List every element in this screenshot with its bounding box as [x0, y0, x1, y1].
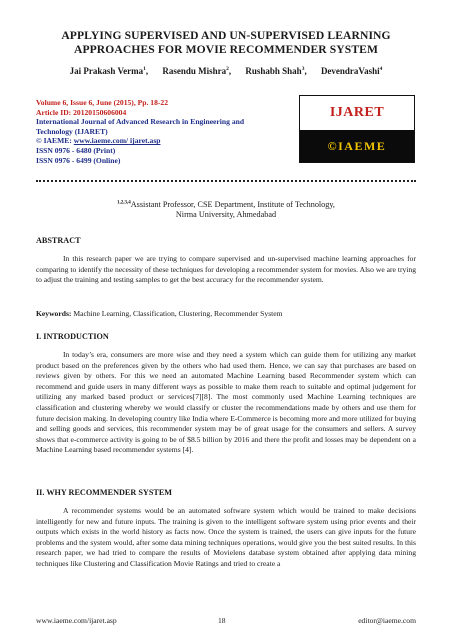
journal-metadata	[36, 98, 286, 165]
author-list	[30, 66, 422, 76]
affiliation-line-2: Nirma University, Ahmedabad	[175, 210, 277, 219]
section-heading-introduction: I. INTRODUCTION	[36, 332, 109, 341]
article-id: Article ID: 20120150606004	[36, 107, 127, 117]
footer-url[interactable]: www.iaeme.com/ijaret.asp	[36, 616, 117, 625]
paper-title-line-2: APPROACHES FOR MOVIE RECOMMENDER SYSTEM	[73, 42, 379, 56]
issn-online: ISSN 0976 - 6499 (Online)	[36, 155, 121, 165]
journal-name-line-1: International Journal of Advanced Research in Engineering and	[36, 117, 245, 127]
journal-name-line-2: Technology (IJARET)	[36, 126, 108, 136]
abstract-heading: ABSTRACT	[36, 236, 81, 245]
paper-title-line-1: APPLYING SUPERVISED AND UN-SUPERVISED LEARNING	[61, 29, 391, 42]
section-text-why-recommender: A recommender systems would be an automated software system which would be trained to make decisions intelligently for new and future inputs. The training is given to the intelligent software system using prior events and their outputs which exists in the world history as facts now. Once the system is trained, the users can give inputs for the future problems and the system would, after some data mining techniques operations, would give you the best suited results. In this research paper, we had tried to compare the results of Movielens database system obtained after applying data mining techniques like Clustering and Classification Movie Ratings and tried to create a	[36, 506, 416, 568]
ijaret-logo	[299, 95, 415, 163]
footer-email[interactable]: editor@iaeme.com	[358, 616, 416, 625]
logo-title: IJARET	[329, 105, 385, 120]
author-3: Rushabh Shah$^3$,	[245, 66, 307, 76]
affiliation-line-1: $^{1,2,3,4}$Assistant Professor, CSE Department, Institute of Technology,	[117, 200, 335, 209]
logo-iaeme-band: ©IAEME	[300, 130, 414, 162]
abstract-text: In this research paper we are trying to compare supervised and un-supervised machine learning approaches for comparing to identify the necessity of these techniques for developing a recommender system for movies. Also we are trying to adjust the training and testing samples to get the best accuracy for the recommender system.	[36, 254, 416, 285]
author-2: Rasendu Mishra$^2$,	[162, 66, 232, 76]
affiliation	[60, 200, 392, 220]
paper-title	[30, 29, 422, 56]
iaeme-link[interactable]: www.iaeme.com/	[73, 136, 129, 146]
section-heading-why-recommender: II. WHY RECOMMENDER SYSTEM	[36, 488, 173, 497]
ijaret-link[interactable]: ijaret.asp	[128, 136, 161, 146]
iaeme-links: © IAEME: www.iaeme.com/ ijaret.asp	[36, 136, 161, 146]
section-text-introduction: In today’s era, consumers are more wise and they need a system which can guide them for utilizing any market product based on the preferences given by the others who had used them. Hence, we can say that purchases are based on reviews given by others. For this we need an automated Machine Learning based Recommender system which can recommend and guide users in many different ways as possible to make them reach to suitable and optimal judgement for utilizing any marked based product or services[7][8]. The most commonly used Machine Learning techniques are classification and clustering whereby we would classify or cluster the recommendations made by others and use them for future decision making. In developing country like India where E-Commerce is becoming more and more utilized for buying and selling goods and services, this recommender system may be of great usage for the consumers and sellers. A survey shows that e-commerce activity is going to be of $8.5 billion by 2016 and there the profit and losses may be dependent on a Machine Learning based recommender systems [4].	[36, 350, 416, 455]
issn-print: ISSN 0976 - 6480 (Print)	[36, 145, 116, 155]
volume-info: Volume 6, Issue 6, June (2015), Pp. 18-22	[36, 98, 168, 107]
author-4: DevendraVashi$^4$	[320, 66, 383, 76]
dotted-divider	[36, 180, 416, 182]
author-1: Jai Prakash Verma$^1$,	[69, 66, 149, 76]
page-number: 18	[218, 616, 226, 625]
keywords: Keywords: Machine Learning, Classification, Clustering, Recommender System	[36, 309, 283, 318]
